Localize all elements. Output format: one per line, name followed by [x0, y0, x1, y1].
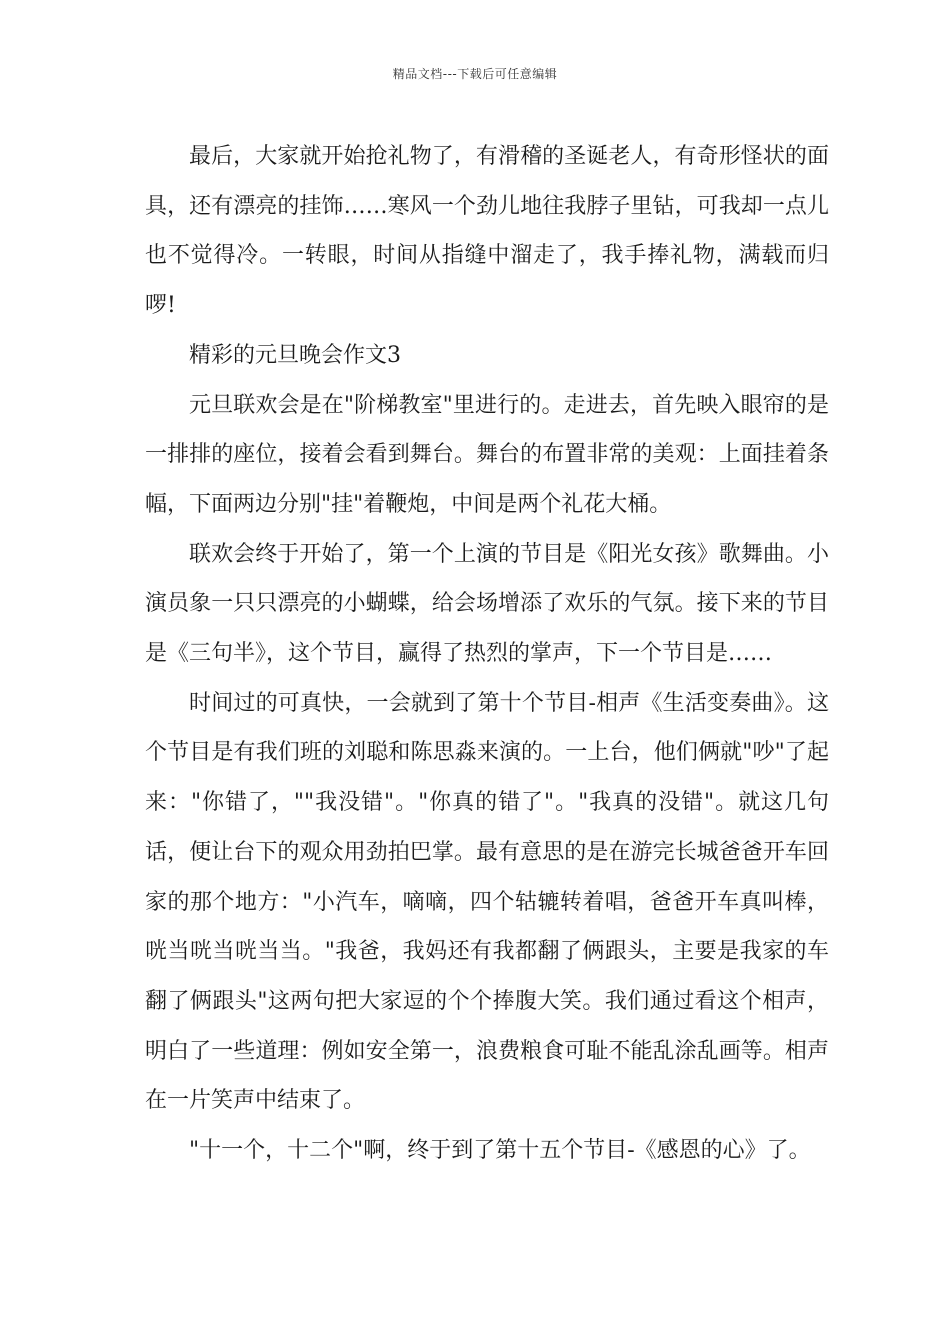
document-body	[145, 132, 829, 1176]
paragraph-crosstalk: 时间过的可真快，一会就到了第十个节目-相声《生活变奏曲》。这个节目是有我们班的刘聪和陈思淼来演的。一上台，他们俩就"吵"了起来："你错了，""我没错"。"你真的错了"。"我真的没错"。就这几句话，便让台下的观众用劲拍巴掌。最有意思的是在游完长城爸爸开车回家的那个地方："小汽车，嘀嘀，四个轱辘转着唱，爸爸开车真叫棒，咣当咣当咣当当。"我爸，我妈还有我都翻了俩跟头，主要是我家的车翻了俩跟头"这两句把大家逗的个个捧腹大笑。我们通过看这个相声，明白了一些道理：例如安全第一，浪费粮食可耻不能乱涂乱画等。相声在一片笑声中结束了。	[145, 690, 829, 1114]
paragraph-gratitude: "十一个，十二个"啊，终于到了第十五个节目-《感恩的心》了。	[189, 1138, 811, 1164]
page-header: 精品文档---下载后可任意编辑	[392, 67, 558, 81]
paragraph-opening: 联欢会终于开始了，第一个上演的节目是《阳光女孩》歌舞曲。小演员象一只只漂亮的小蝴蝶，给会场增添了欢乐的气氛。接下来的节目是《三句半》，这个节目，赢得了热烈的掌声，下一个节目是……	[145, 541, 829, 667]
section-title: 精彩的元旦晚会作文3	[189, 342, 401, 368]
paragraph-gift-grab: 最后，大家就开始抢礼物了，有滑稽的圣诞老人，有奇形怪状的面具，还有漂亮的挂饰……寒风一个劲儿地往我脖子里钻，可我却一点儿也不觉得冷。一转眼，时间从指缝中溜走了，我手捧礼物，满载而归啰!	[145, 144, 829, 319]
paragraph-venue: 元旦联欢会是在"阶梯教室"里进行的。走进去，首先映入眼帘的是一排排的座位，接着会看到舞台。舞台的布置非常的美观：上面挂着条幅，下面两边分别"挂"着鞭炮，中间是两个礼花大桶。	[145, 392, 829, 517]
